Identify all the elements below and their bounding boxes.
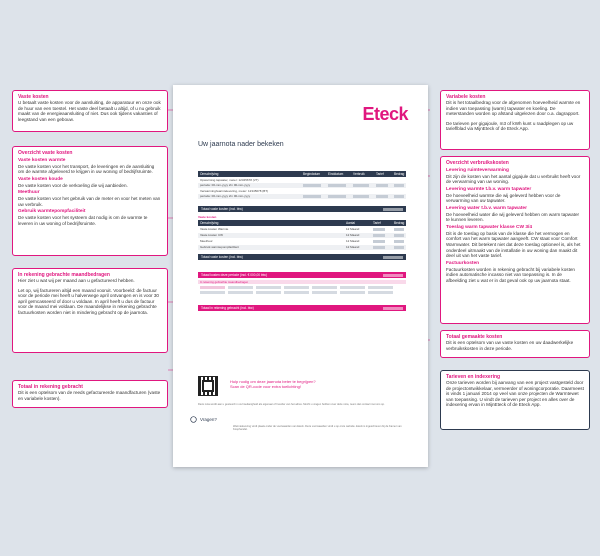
chat-icon (190, 416, 197, 423)
col-omschrijving: Omschrijving (200, 172, 219, 176)
row-qty: 12 Maand (346, 239, 360, 243)
table-row (198, 227, 406, 232)
table-row (198, 194, 406, 199)
month-row (198, 285, 406, 289)
row-label: periode: 00-mm-yyyy t/m 00-mm-yyyy (200, 183, 251, 187)
row-label: Meethuur (200, 239, 213, 243)
col-aantal: Aantal (346, 221, 356, 225)
callout-text: De hoeveelheid warmte die wij geleverd hebben voor de verwarming van uw tapwater. (446, 192, 561, 204)
row-label: periode: 00-mm-yyyy t/m 00-mm-yyyy (200, 194, 251, 198)
subheading: Levering warmte t.b.v. warm tapwater (446, 186, 532, 192)
callout-title: In rekening gebrachte maandbedragen (18, 272, 110, 278)
help-line-2: Scan de QR-code voor extra toelichting! (230, 384, 301, 389)
fixed-total-bar (198, 254, 406, 260)
table-row (198, 233, 406, 238)
table-row (198, 183, 406, 188)
total-label: Totaal vaste kosten (incl. btw) (201, 255, 243, 259)
callout-text: De tarieven per gigajoule, m3 of kWh kunt u raadplegen op uw tarieflblad via MijnEteck of de Eteck App. (446, 120, 574, 132)
callout-text: De vaste kosten voor het transport, de leveringen en de aansluiting om de warmte afgeleverd te krijgen in uw woning of bedrijfsruimte. (18, 163, 155, 175)
col-omschrijving: Omschrijving (200, 221, 219, 225)
col-begindatum: Begindatum (303, 172, 321, 176)
callout-text: Dit is de toeslag op basis van de klasse die het vermogen en comfort van het warm tapwater aangeeft. CW staat voor Comfort Warmwater. Dit betekent niet dat deze toeslag optioneel is, als het onderdeel uitmaakt van de installatie in uw woning dan maakt dit deel uit van het vaste tarief. (446, 230, 581, 259)
total-label: Totaal kosten deze periode (incl. € 000,00 btw) (201, 273, 267, 277)
total-label: Totaal vaste kosten (incl. btw) (201, 207, 243, 211)
subheading: Vaste kosten koude (18, 176, 63, 182)
subheading: Levering ruimteverwarming (446, 168, 509, 173)
callout-text: De vaste kosten voor het gebruik van de meter en voor het meten van uw verbruik. (18, 196, 161, 207)
callout-overzicht-verbruikskosten (440, 156, 590, 324)
subheading: Vaste kosten warmte (18, 158, 66, 163)
help-line-1: Hulp nodig om deze jaarnota beter te begrijpen? (230, 379, 316, 384)
invoice-page (173, 85, 428, 467)
variable-table-header (198, 171, 406, 177)
help-text (230, 379, 316, 389)
vragen-label: Vragen? (200, 417, 217, 422)
table-row (198, 239, 406, 244)
col-bedrag: Bedrag (394, 172, 405, 176)
total-costs-bar (198, 272, 406, 278)
subheading: Meethuur (18, 190, 40, 196)
callout-text: U betaalt vaste kosten voor de aansluiting, de apparatuur en onze ook de huur van een toestel. Het vaste deel betaalt u altijd, of u nu gebruik maakt van de energieaansluiting of niet. Dus ook tijdens vakanties of leegstand van een gebouw. (18, 100, 161, 122)
total-label: Totaal in rekening gebracht (incl. btw) (201, 306, 254, 310)
subheading: Levering water t.b.v. warm tapwater (446, 205, 527, 211)
callout-title: Overzicht verbruikskosten (446, 160, 509, 166)
callout-text: Onze tarieven worden bij aanvang van een project vastgesteld door de projectontwikkelaar, vermeerder of woningcorporatie. Daarmeest is vinds 1 januari 2014 op veel van onze projecten de Warmtewet van toepassing. U vindt de tarieven per project en alles over de indexering ervan in MijnEteck of de Eteck App. (446, 380, 584, 408)
row-label: Vaste kosten CW (200, 233, 223, 237)
fine-print: Warmtelevering vindt plaats onder de voorwaarden van Eteck. Deze voorwaarden vindt u op onze website. Eteck is ingeschreven bij de Kamer van Koophandel. (233, 425, 402, 432)
row-qty: 12 Maand (346, 227, 360, 231)
advance-section-label (198, 280, 406, 284)
advance-total-bar (198, 305, 406, 311)
callout-text: Hier ziet u wat wij per maand aan u gefactureerd hebben. (18, 278, 135, 283)
callout-text: Dit is het totaalbedrag voor de afgenomen hoeveelheid warmte en indien van toepassing (warm) tapwater en koeling. De meterstanden worden op afstand uitgelezen door o.a. dagrapport. (446, 100, 581, 117)
row-qty: 12 Maand (346, 245, 360, 249)
advance-label-text: In rekening gebrachte maandbedragen (200, 280, 249, 284)
callout-text: Dit is een optelsom van de reeds gefactureerde maandfacturen (vaste en variabele kosten). (18, 390, 161, 401)
col-verbruik: Verbruik (353, 172, 365, 176)
col-einddatum: Einddatum (328, 172, 344, 176)
row-qty: 12 Maand (346, 233, 360, 237)
fixed-table-header (198, 220, 406, 226)
callout-title: Variabele kosten (446, 94, 486, 100)
page-title: Uw jaarnota nader bekeken (198, 141, 284, 148)
callout-totaal-in-rekening (12, 380, 168, 408)
eteck-logo: Eteck (362, 104, 408, 124)
callout-title: Vaste kosten (18, 94, 49, 100)
variable-total-bar (198, 206, 406, 212)
callout-text: De vaste kosten voor de verkoeling die wij aanbieden. (18, 182, 128, 188)
fine-print: Deze nota wordt aan u gestuurd in uw hoedanigheid als eigenaar of huurder van het adres. Mocht u vragen hebben over deze nota, neem dan contact met ons op. (198, 403, 385, 406)
row-label: Opwarming tapwater, meter: 12345678 (VT) (200, 178, 259, 182)
callout-text: Factuurkosten worden in rekening gebracht bij variabele kosten indien automatische incasso niet van toepassing is. In de afbeelding ziet u wat er in dat geval ook op uw jaarnota staat. (446, 266, 575, 283)
row-label: Verwarming/warmtelevering, meter: 12345678 (BT) (200, 189, 269, 193)
month-row (198, 290, 406, 294)
callout-text: De hoeveelheid water die wij geleverd hebben om warm tapwater te kunnen leveren. (446, 211, 580, 223)
subheading: Gebruik warmtepompfaciliteit (18, 209, 86, 215)
qr-code[interactable] (198, 376, 218, 396)
callout-tarieven-indexering (440, 370, 590, 430)
callout-totaal-gemaakte-kosten (440, 330, 590, 358)
col-tarief: Tarief (376, 172, 384, 176)
callout-variabele-kosten (440, 90, 590, 150)
callout-maandbedragen (12, 268, 168, 353)
callout-title: Totaal in rekening gebracht (18, 384, 83, 390)
callout-title: Overzicht vaste kosten (18, 150, 73, 156)
callout-text: Let op, wij factureren altijd een maand vooruit. Voorbeeld: de factuur voor de periode mei heeft u halverwege april ontvangen en is voor 30 april geïncasseerd of door u voldaan. In april heeft u dus de factuur voor de maand mei voldaan. De maandelijkse in rekening gebrachte factuurkosten worden niet in mindering gebracht op de jaarnota. (18, 287, 159, 315)
col-tarief: Tarief (373, 221, 381, 225)
callout-text: De vaste kosten voor het systeem dat nodig is om de warmte te leveren in uw woning of bedrijfsruimte. (18, 215, 148, 226)
subheading: Toeslag warm tapwater klasse CW 3/4 (446, 224, 533, 230)
callout-text: Dit is een optelsom van uw vaste kosten en uw daadwerkelijke verbruikskosten in deze periode. (446, 340, 574, 351)
row-label: Vaste kosten Warmte (200, 227, 229, 231)
callout-vaste-kosten (12, 90, 168, 132)
callout-title: Totaal gemaakte kosten (446, 334, 503, 340)
subheading: Factuurkosten (446, 260, 480, 266)
row-label: Gebruik warmtepompfaciliteit (200, 245, 239, 249)
callout-text: Dit zijn de kosten van het aantal gigajule dat u verbruikt heeft voor de verwarming van uw woning. (446, 173, 581, 185)
table-row (198, 245, 406, 250)
callout-title: Tarieven en indexering (446, 374, 501, 380)
col-bedrag: Bedrag (394, 221, 405, 225)
callout-overzicht-vaste-kosten (12, 146, 168, 256)
section-label: Vaste kosten (198, 215, 217, 219)
